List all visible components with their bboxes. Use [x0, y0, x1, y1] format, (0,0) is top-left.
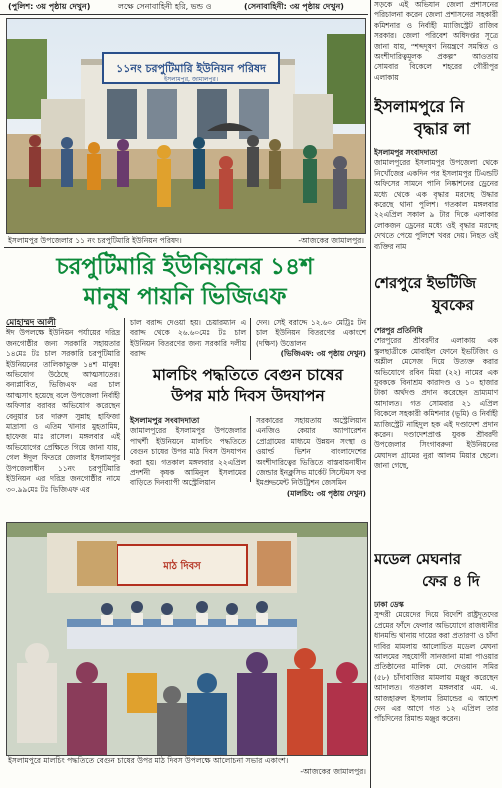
- right-column-rule: [370, 0, 371, 788]
- top-strip: [0, 0, 368, 14]
- col-rule: [250, 416, 251, 482]
- lead-photo-credit: -আজকের জামালপুর।: [298, 236, 364, 245]
- right-headline-2-line2: যুবকের: [432, 296, 474, 314]
- lead-headline-line2: মানুষ পায়নি ভিজিএফ: [83, 284, 287, 310]
- right-byline-2: শেরপুর প্রতিনিধি: [374, 326, 423, 335]
- right-story-1: [374, 148, 498, 252]
- field-day-credit: -আজকের জামালপুর।: [300, 767, 366, 776]
- right-column: [374, 0, 502, 788]
- right-byline-3: ঢাকা ডেস্ক: [374, 600, 404, 609]
- sign-subtitle: ইসলামপুর, জামালপুর।: [164, 76, 218, 83]
- second-headline-line2: উপর মাঠ দিবস উদযাপন: [171, 387, 325, 405]
- continuation-mulching: (মালচিং: ৩য় পৃষ্ঠায় দেখুন): [286, 488, 366, 498]
- right-headline-1-line1: ইসলামপুরে নি: [374, 97, 465, 116]
- photo-rule: [4, 247, 366, 248]
- col-rule: [250, 318, 251, 360]
- right-headline-2-line1: শেরপুরে ইভটিজি: [374, 274, 477, 292]
- field-day-caption: ইসলামপুরে মালচিং পদ্ধতিতে বেগুন চাষের উপর মাঠ দিবস উপলক্ষে আলোচনা সভার একাংশ।: [8, 756, 289, 765]
- top-strip-text: লক্ষে সেনাবাহিনী হরি, ভন্ড ও: [118, 2, 212, 11]
- second-col-2: [256, 416, 366, 499]
- right-headline-1-line2: বৃদ্ধার লা: [414, 119, 471, 138]
- continuation-army: (সেনাবাহিনী: ৩য় পৃষ্ঠায় দেখুন): [244, 2, 344, 11]
- right-top-text: সড়কে এই অভিযান জেলা প্রশাসনের পরিচালনা করেন জেলা প্রশাসনের সহকারী কমিশনার ও নির্বাহী ম্যাজিস্ট্রেট রাজিব সরকার। জেলা পরিবেশ অধিদপ্তর সূত্রে জানা যায়, “শব্দদূষণ নিয়ন্ত্রণে সমন্বিত ও অংশীদারিত্বমূলক প্রকল্প” আওতায় সোমবার বিকেলে শহরের গৌরীপুর এলাকায়: [374, 0, 498, 82]
- right-headline-3-line1: মডেল মেঘনার: [374, 550, 462, 568]
- col-rule: [124, 318, 125, 460]
- lead-col-1-text: ঈদ উপলক্ষে ইউনিয়ন পর্যায়ের দরিদ্র জনগোষ্ঠীর জন্য সরকারি সহায়তার ১৪মেঃ টঃ চাল সরকারি চরপুটিমারি ইউনিয়নের তালিকাভুক্ত ১৪শ মানুষ! অভিযোগ উঠেছে আত্মসাতের। বন্যপ্লাবিত, ভিজিএফ এর চাল আত্মসাৎ হয়েছে বলে উপজেলা নির্বাহী অফিসার বরাবর অভিযোগ করেছেন বেনুয়ার চর দারুস সুন্নাহ হাফিজা মাদ্রাসা ও এতিম খানার মুহতামিম, হাফেজ মাঃ রাসেল। মঙ্গলবার এই অভিযোগের প্রেক্ষিতে গিয়ে জানা যায়, গেল ঈদুল ফিতরে জেলার ইসলামপুর উপজেলাধীন ১১নং চরপুটিমারি ইউনিয়ন এর দরিদ্র জনগোষ্ঠীর নামে ৩০.৯৯মেঃ টঃ ভিজিএফ এর: [6, 328, 120, 494]
- lead-photo: [6, 18, 366, 234]
- second-col-1-text: জামালপুরের ইসলামপুর উপজেলার পাথর্শী ইউনিয়নে মালচিং পদ্ধতিতে বেগুন চাষের উপর মাঠ দিবস উদযাপন করা হয়। গতকাল মঙ্গলবার ২২এপ্রিল প্রদর্শনী কৃষক আমিনুল ইসলামের বাড়িতে দিনব্যাপী অস্ট্রেলিয়ান: [130, 426, 246, 488]
- continuation-vgf: (ভিজিএফ: ৩য় পৃষ্ঠায় দেখুন): [280, 349, 366, 359]
- right-byline-1: ইসলামপুর সংবাদদাতা: [374, 148, 438, 157]
- top-rule: [0, 14, 368, 15]
- union-parishad-photo: [7, 19, 365, 233]
- second-byline: ইসলামপুর সংবাদদাতা: [130, 416, 200, 425]
- lead-headline: [4, 252, 366, 312]
- continuation-police: (পুলিশ: ৩য় পৃষ্ঠায় দেখুন): [8, 2, 91, 11]
- lead-headline-line1: চরপুটিমারি ইউনিয়নের ১৪শ: [56, 254, 314, 280]
- right-headline-3: [374, 548, 502, 592]
- banner-text: মাঠ দিবস: [163, 561, 201, 572]
- lead-col-3-text: দেন। সেই বরাদ্দে ১২.৬০ মেট্রিঃ টন চাল ইউনিয়ন বিতরণের একাংশে (দক্ষিণ) উত্তোলন: [256, 318, 366, 348]
- field-day-photo: [6, 522, 368, 756]
- right-story-1-text: জামালপুরের ইসলামপুর উপজেলা থেকে নিখোঁজের একদিন পর ইসলামপুর টিএন্ডটি অফিসের সামনে পানি নিষ্কাশনের ড্রেনের মধ্যে থেকে এক বৃদ্ধার মরদেহ উদ্ধার করেছে থানা পুলিশ। গতকাল মঙ্গলবার ২২এপ্রিল সকাল ৯ টার দিকে এলাকার লোকজন ড্রেনের মধ্যে ওই বৃদ্ধার মরদেহ দেখতে পেয়ে পুলিশে খবর দেয়। নিহত ওই ব্যক্তির নাম: [374, 158, 498, 251]
- second-headline-line1: মালচিং পদ্ধতিতে বেগুন চাষের: [152, 366, 344, 384]
- right-story-2: [374, 326, 498, 472]
- second-col-1: [130, 416, 246, 489]
- right-headline-2: [374, 272, 502, 316]
- lead-col-1: [6, 318, 120, 495]
- right-headline-3-line2: ফের ৪ দি: [422, 572, 480, 590]
- lead-col-3: [256, 318, 366, 360]
- lead-photo-caption: ইসলামপুর উপজেলার ১১ নং চরপুটিমারি ইউনিয়ন পরিষদ।: [8, 236, 182, 245]
- field-day-meeting-photo: [7, 523, 367, 755]
- lead-col-2-text: চাল বরাদ্দ দেওয়া হয়। চেয়ারম্যান এ বরাদ্দ থেকে ২৬.৬০মেঃ টঃ চাল ইউনিয়ন বিতরণের জন্য সরকারি দলীয় বরাদ্দ: [130, 318, 246, 359]
- lead-byline: মোহাম্মদ আলী: [6, 318, 56, 328]
- right-story-3-text: সুন্দরী মেয়েদের দিয়ে বিদেশি রাষ্ট্রদূতদের প্রেমের ফাঁদে ফেলার অভিযোগে রাজধানীর ধানমন্ডি থানায় দায়ের করা প্রতারণা ও চাঁদা দাবির মামলায় আলোচিত মডেল মেঘনা আলমের সহযোগী সানজানা মান্না পাওয়ার প্রতিষ্ঠানের মালিক মো. দেওয়ান সমির (৫৮) চাঁদাবাজির মামলায় মঞ্জুর করেছেন আদালত। গতকাল মঙ্গলবার এম. এ. আজহারুল ইসলাম রিমান্ডের এ আদেশ দেন এর আগে গত ১২ এপ্রিল তার পাঁচদিনের রিমান্ড মঞ্জুর করেন।: [374, 610, 498, 724]
- sign-title: ১১নং চরপুটিমারি ইউনিয়ন পরিষদ: [116, 62, 266, 75]
- right-story-3: [374, 600, 498, 725]
- second-col-2-text: সরকারের সহায়তায় অস্ট্রেলিয়ান এনজিও কেয়ার অ্যাপারেশন প্রোগ্রামের মাধ্যমে উন্নয়ন সংস্থা ও ওয়ার্ল্ড ভিশন বাংলাদেশের অংশীদারিত্বের ভিত্তিতে বাস্তবায়নাধীন জেন্ডার ইনক্লুসিভ মার্কেট সিস্টেমস ফর ইমপ্রুভমেন্ট নিউট্রিশন জেসমিন: [256, 416, 366, 488]
- right-headline-1: [374, 96, 502, 140]
- right-story-2-text: শেরপুরের শ্রীবরদীর এলাকায় এক স্কুলছাত্রীকে মোবাইল ফোনে ইভটিজিং ও অশ্লীল মেসেজ দিয়ে উত্যক্ত করার অভিযোগে রবিন মিয়া (২২) নামের এক যুবককে বিনাশ্রম কারাদণ্ড ও ১০ হাজার টাকা অর্থদণ্ড প্রদান করেছেন ভ্রাম্যমাণ আদালত। গত সোমবার ২১ এপ্রিল বিকেলে সহকারী কমিশনার (ভূমি) ও নির্বাহী ম্যাজিস্ট্রেট নাহিদুল হক এই দণ্ডাদেশ প্রদান করেন। দণ্ডাদেশপ্রাপ্ত যুবক শ্রীবরদী উপজেলার সিংগাবরুনা ইউনিয়নের মেঘাদল গ্রামের নুরা আলম মিয়ার ছেলে। জানা গেছে,: [374, 336, 498, 471]
- lead-col-2: [130, 318, 246, 360]
- second-headline: [130, 365, 366, 407]
